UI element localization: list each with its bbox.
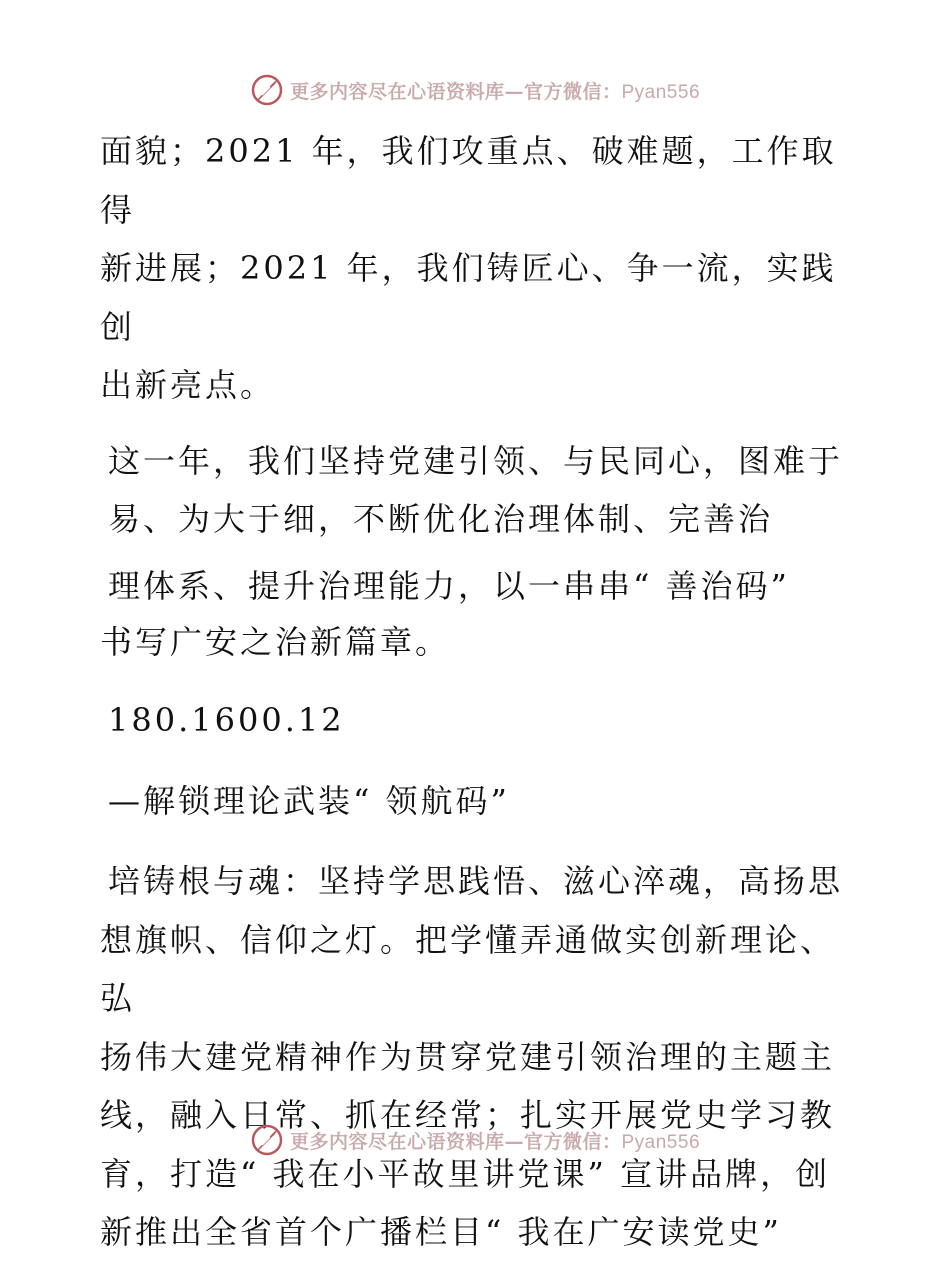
quill-pen-logo-icon bbox=[250, 73, 284, 107]
footer-watermark bbox=[0, 1120, 950, 1160]
watermark-wechat-id: Pyan556 bbox=[621, 81, 701, 103]
quill-pen-logo-icon bbox=[250, 1123, 284, 1157]
section-heading: —解锁理论武装“ 领航码” bbox=[108, 781, 510, 820]
watermark-text: 更多内容尽在心语资料库—官方微信：Pyan556 bbox=[289, 1130, 701, 1153]
watermark-wechat-id: Pyan556 bbox=[621, 1131, 701, 1153]
document-body bbox=[100, 122, 860, 1262]
paragraph: 培铸根与魂：坚持学思践悟、滋心淬魂，高扬思 bbox=[108, 862, 844, 900]
watermark-text: 更多内容尽在心语资料库—官方微信：Pyan556 bbox=[289, 80, 701, 103]
paragraph: 想旗帜、信仰之灯。把学懂弄通做实创新理论、弘 扬伟大建党精神作为贯穿党建引领治理的主题主 线，融入日常、抓在经常；扎实开展党史学习教 育，打造“ 我在小平故里讲党课” 宣讲品牌，创 新推出全省首个广播栏目“ 我在广安读党史” bbox=[100, 920, 836, 1251]
paragraph: 这一年，我们坚持党建引领、与民同心，图难于 易、为大于细，不断优化治理体制、完善治 bbox=[108, 441, 844, 538]
paragraph: 书写广安之治新篇章。 bbox=[100, 623, 451, 661]
section-number: 180.1600.12 bbox=[108, 701, 345, 739]
header-watermark bbox=[0, 70, 950, 110]
paragraph: 理体系、提升治理能力，以一串串“ 善治码” bbox=[108, 566, 790, 605]
paragraph: 面貌；2021 年，我们攻重点、破难题，工作取得 新进展；2021 年，我们铸匠心、争一流，实践创 出新亮点。 bbox=[100, 132, 837, 404]
